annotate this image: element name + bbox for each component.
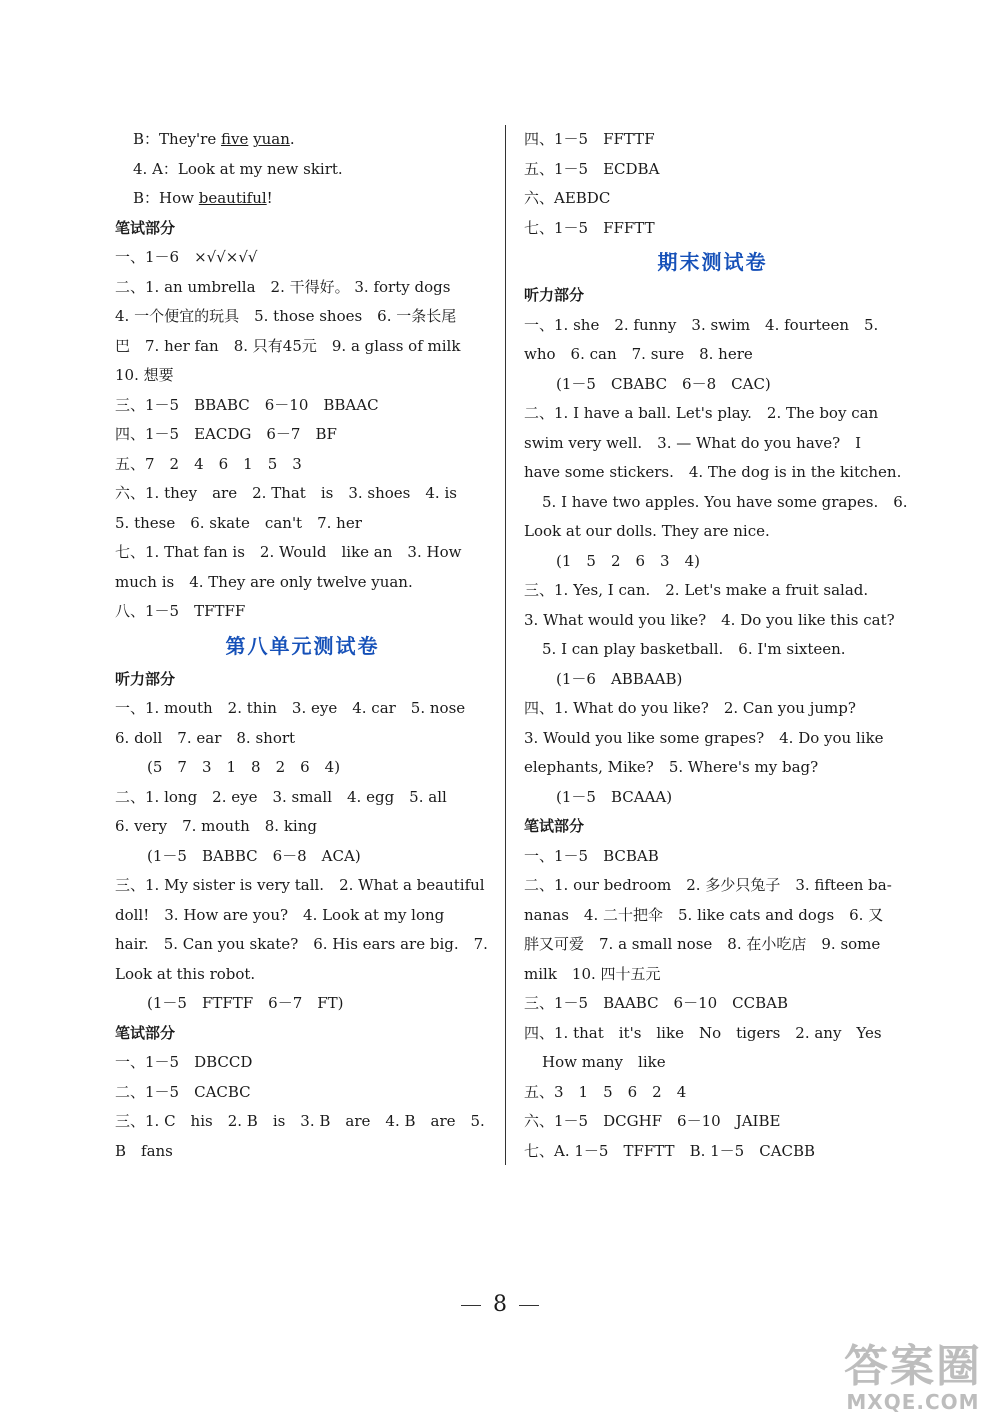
answer-line: 六、1－5 DCGHF 6－10 JAIBE	[524, 1112, 781, 1130]
answer-line: 三、1. Yes, I can. 2. Let's make a fruit salad.	[524, 581, 869, 599]
answer-line: (1－5 FTFTF 6－7 FT)	[147, 994, 344, 1012]
answer-line: 五、3 1 5 6 2 4	[524, 1082, 687, 1101]
answer-line: elephants, Mike? 5. Where's my bag?	[524, 758, 819, 776]
answer-line: 6. very 7. mouth 8. king	[115, 817, 317, 835]
answer-line: 二、1. an umbrella 2. 干得好。 3. forty dogs	[115, 277, 451, 296]
answer-line: much is 4. They are only twelve yuan.	[115, 572, 413, 591]
answer-line: 4. 一个便宜的玩具 5. those shoes 6. 一条长尾	[115, 307, 457, 325]
answer-line: 5. I can play basketball. 6. I'm sixteen.	[542, 640, 846, 658]
answer-line: 5. these 6. skate can't 7. her	[115, 513, 362, 532]
answer-line: milk 10. 四十五元	[524, 964, 661, 983]
answer-line: 三、1－5 BAABC 6－10 CCBAB	[524, 994, 789, 1012]
answer-line: 巴 7. her fan 8. 只有45元 9. a glass of milk	[115, 336, 461, 355]
subsection-heading: 笔试部分	[115, 1023, 176, 1042]
right-column	[524, 125, 908, 1166]
answer-line: 四、1－5 EACDG 6－7 BF	[115, 425, 337, 443]
answer-line: 3. What would you like? 4. Do you like this cat?	[524, 610, 895, 629]
answer-line: 六、1. they are 2. That is 3. shoes 4. is	[115, 484, 457, 502]
answer-line: 三、1. C his 2. B is 3. B are 4. B are 5.	[115, 1112, 485, 1130]
answer-line: 4. A：Look at my new skirt.	[133, 159, 343, 178]
answer-line: 胖又可爱 7. a small nose 8. 在小吃店 9. some	[524, 935, 881, 953]
answer-line: 二、1. long 2. eye 3. small 4. egg 5. all	[115, 787, 447, 806]
answer-line: 五、7 2 4 6 1 5 3	[115, 454, 302, 473]
answer-line: B：They're five yuan.	[133, 130, 295, 148]
subsection-heading: 笔试部分	[524, 817, 585, 835]
answer-line: 四、1. that it's like No tigers 2. any Yes	[524, 1023, 882, 1042]
answer-line: who 6. can 7. sure 8. here	[524, 345, 753, 363]
answer-line: doll! 3. How are you? 4. Look at my long	[115, 905, 445, 924]
answer-line: 二、1. our bedroom 2. 多少只兔子 3. fifteen ba-	[524, 876, 892, 894]
answer-line: 三、1－5 BBABC 6－10 BBAAC	[115, 395, 379, 414]
answer-line: (1－6 ABBAAB)	[556, 669, 683, 688]
answer-line: (1－5 BCAAA)	[556, 787, 673, 806]
answer-line: (5 7 3 1 8 2 6 4)	[147, 758, 341, 776]
answer-line: 一、1. she 2. funny 3. swim 4. fourteen 5.	[524, 315, 879, 334]
answer-line: 一、1－6 ×√√×√√	[115, 248, 258, 266]
answer-line: 一、1－5 DBCCD	[115, 1053, 253, 1071]
watermark-logo	[844, 1343, 982, 1413]
answer-line: have some stickers. 4. The dog is in the kitchen.	[524, 463, 902, 481]
section-title: 期末测试卷	[657, 250, 768, 274]
answer-line: 五、1－5 ECDBA	[524, 159, 660, 178]
subsection-heading: 笔试部分	[115, 218, 176, 237]
answer-line: Look at this robot.	[115, 964, 256, 983]
page-number-dash	[519, 1305, 539, 1306]
answer-line: (1－5 CBABC 6－8 CAC)	[556, 374, 771, 393]
watermark-en: MXQE.COM	[846, 1390, 980, 1414]
subsection-heading: 听力部分	[115, 669, 176, 688]
answer-line: 5. I have two apples. You have some grapes. 6.	[542, 492, 908, 511]
page-number: 8	[493, 1292, 507, 1317]
answer-line: 三、1. My sister is very tall. 2. What a beautiful	[115, 876, 485, 894]
answer-line: 6. doll 7. ear 8. short	[115, 728, 296, 747]
column-divider	[505, 125, 506, 1165]
answer-line: hair. 5. Can you skate? 6. His ears are big. 7.	[115, 935, 488, 953]
answer-line: 二、1－5 CACBC	[115, 1082, 251, 1101]
left-column	[115, 125, 490, 1166]
subsection-heading: 听力部分	[524, 286, 585, 304]
page-number-footer	[0, 1292, 1000, 1317]
answer-line: 七、1. That fan is 2. Would like an 3. How	[115, 543, 462, 561]
answer-line: 一、1－5 BCBAB	[524, 846, 659, 865]
answer-line: 10. 想要	[115, 366, 174, 384]
answer-line: (1－5 BABBC 6－8 ACA)	[147, 846, 361, 865]
page-number-dash	[461, 1305, 481, 1306]
answer-line: B：How beautiful!	[133, 189, 273, 207]
section-title: 第八单元测试卷	[225, 633, 380, 658]
answer-line: nanas 4. 二十把伞 5. like cats and dogs 6. 又	[524, 905, 884, 924]
answer-line: 八、1－5 TFTFF	[115, 602, 246, 620]
answer-line: How many like	[542, 1053, 666, 1071]
answer-line: (1 5 2 6 3 4)	[556, 551, 700, 570]
answer-line: 六、AEBDC	[524, 189, 611, 207]
answer-line: Look at our dolls. They are nice.	[524, 522, 770, 540]
answer-line: 二、1. I have a ball. Let's play. 2. The boy can	[524, 404, 879, 422]
answer-line: B fans	[115, 1141, 173, 1160]
answer-line: 四、1－5 FFTTF	[524, 130, 655, 148]
watermark-cn: 答案圈	[844, 1341, 982, 1392]
answer-line: 七、A. 1－5 TFFTT B. 1－5 CACBB	[524, 1141, 816, 1160]
answer-line: 四、1. What do you like? 2. Can you jump?	[524, 699, 856, 717]
answer-line: 一、1. mouth 2. thin 3. eye 4. car 5. nose	[115, 699, 466, 717]
answer-line: 七、1－5 FFFTT	[524, 218, 655, 237]
answer-line: swim very well. 3. — What do you have? I	[524, 433, 862, 452]
answer-line: 3. Would you like some grapes? 4. Do you like	[524, 728, 884, 747]
